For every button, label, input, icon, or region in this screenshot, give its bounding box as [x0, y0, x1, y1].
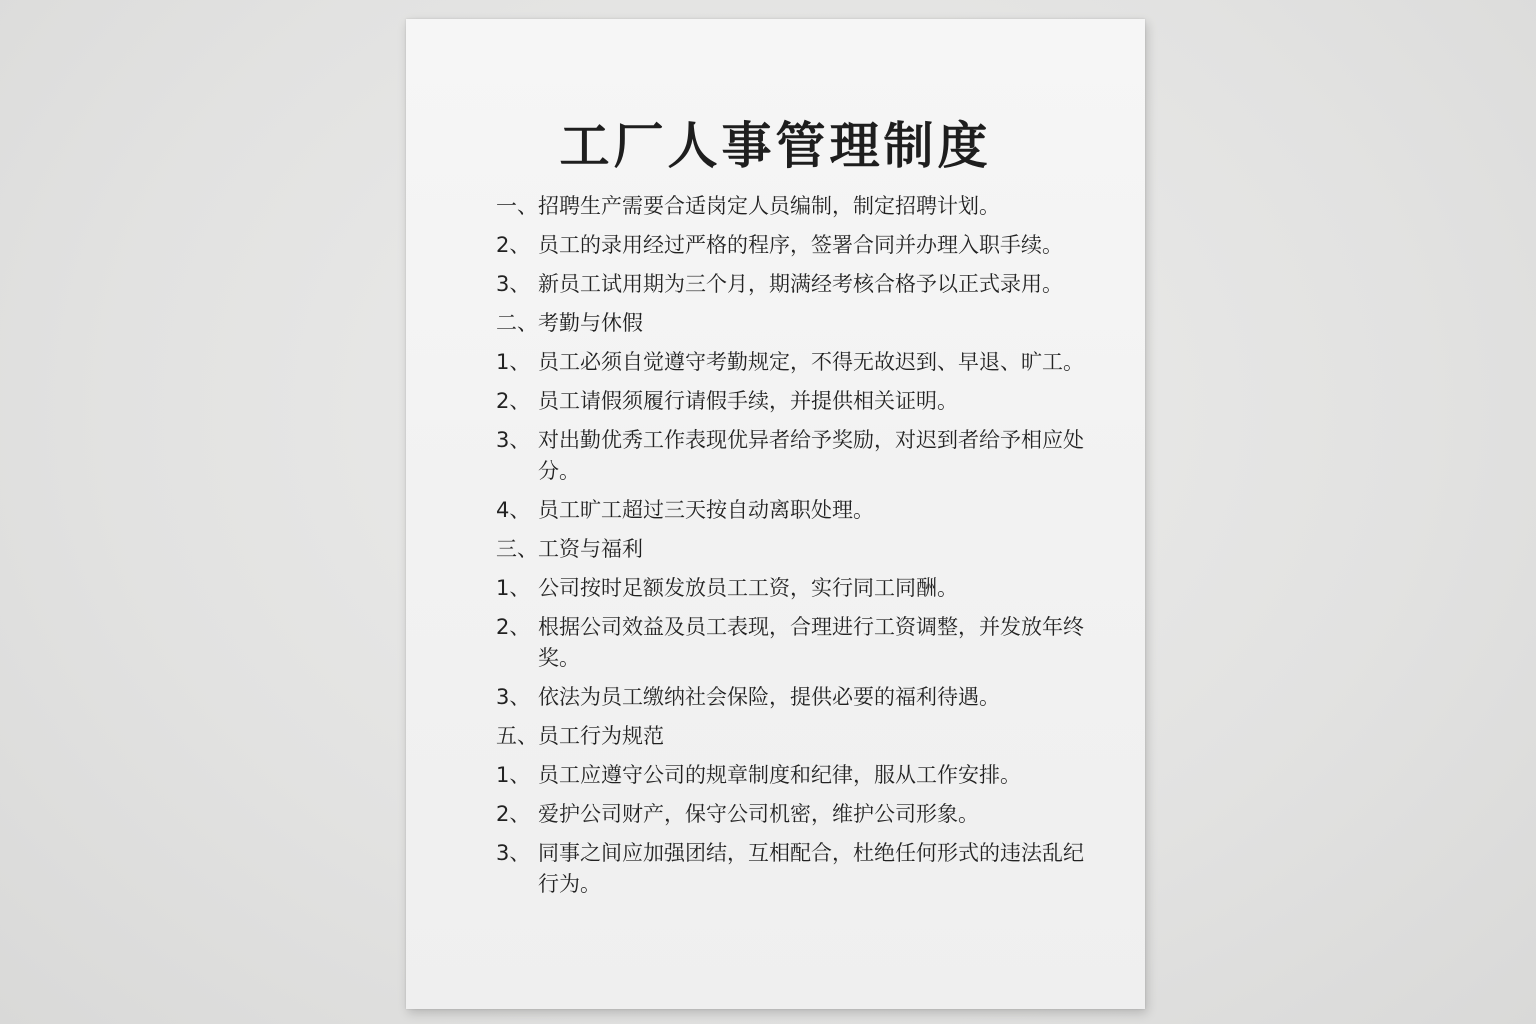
- item-text: 考勤与休假: [538, 311, 643, 335]
- list-item: [496, 760, 1096, 791]
- item-number: 2、: [496, 615, 531, 639]
- item-text: 员工的录用经过严格的程序，签署合同并办理入职手续。: [538, 233, 1063, 257]
- item-number: 1、: [496, 350, 531, 374]
- item-text: 员工请假须履行请假手续，并提供相关证明。: [538, 389, 958, 413]
- item-text: 依法为员工缴纳社会保险，提供必要的福利待遇。: [538, 685, 1000, 709]
- item-number: 2、: [496, 389, 531, 413]
- list-item: [496, 425, 1096, 487]
- item-text: 工资与福利: [538, 537, 643, 561]
- item-text: 员工行为规范: [538, 724, 664, 748]
- item-number: 二、: [496, 311, 538, 335]
- list-item: [496, 838, 1096, 900]
- list-item: [496, 230, 1096, 261]
- list-item: [496, 799, 1096, 830]
- section-heading: [496, 721, 1096, 752]
- item-number: 3、: [496, 272, 531, 296]
- item-number: 三、: [496, 537, 538, 561]
- item-number: 2、: [496, 233, 531, 257]
- list-item: [496, 386, 1096, 417]
- item-text: 爱护公司财产，保守公司机密，维护公司形象。: [538, 802, 979, 826]
- item-text: 同事之间应加强团结，互相配合，杜绝任何形式的违法乱纪行为。: [538, 841, 1084, 896]
- item-text: 新员工试用期为三个月，期满经考核合格予以正式录用。: [538, 272, 1063, 296]
- item-number: 3、: [496, 428, 531, 452]
- section-heading: [496, 534, 1096, 565]
- list-item: [496, 573, 1096, 604]
- item-text: 员工应遵守公司的规章制度和纪律，服从工作安排。: [538, 763, 1021, 787]
- item-number: 2、: [496, 802, 531, 826]
- item-number: 4、: [496, 498, 531, 522]
- item-number: 1、: [496, 763, 531, 787]
- list-item: [496, 612, 1096, 674]
- item-text: 公司按时足额发放员工工资，实行同工同酬。: [538, 576, 958, 600]
- regulation-list: [496, 191, 1096, 908]
- list-item: [496, 495, 1096, 526]
- item-number: 3、: [496, 841, 531, 865]
- list-item: [496, 269, 1096, 300]
- item-text: 招聘生产需要合适岗定人员编制，制定招聘计划。: [538, 194, 1000, 218]
- item-text: 对出勤优秀工作表现优异者给予奖励，对迟到者给予相应处分。: [538, 428, 1084, 483]
- item-number: 五、: [496, 724, 538, 748]
- section-heading: [496, 308, 1096, 339]
- list-item: [496, 191, 1096, 222]
- item-text: 员工必须自觉遵守考勤规定，不得无故迟到、早退、旷工。: [538, 350, 1084, 374]
- item-number: 3、: [496, 685, 531, 709]
- document-page: [406, 19, 1145, 1009]
- list-item: [496, 682, 1096, 713]
- item-number: 1、: [496, 576, 531, 600]
- item-text: 根据公司效益及员工表现，合理进行工资调整，并发放年终奖。: [538, 615, 1084, 670]
- item-text: 员工旷工超过三天按自动离职处理。: [538, 498, 874, 522]
- item-number: 一、: [496, 194, 538, 218]
- document-title: 工厂人事管理制度: [559, 117, 992, 175]
- list-item: [496, 347, 1096, 378]
